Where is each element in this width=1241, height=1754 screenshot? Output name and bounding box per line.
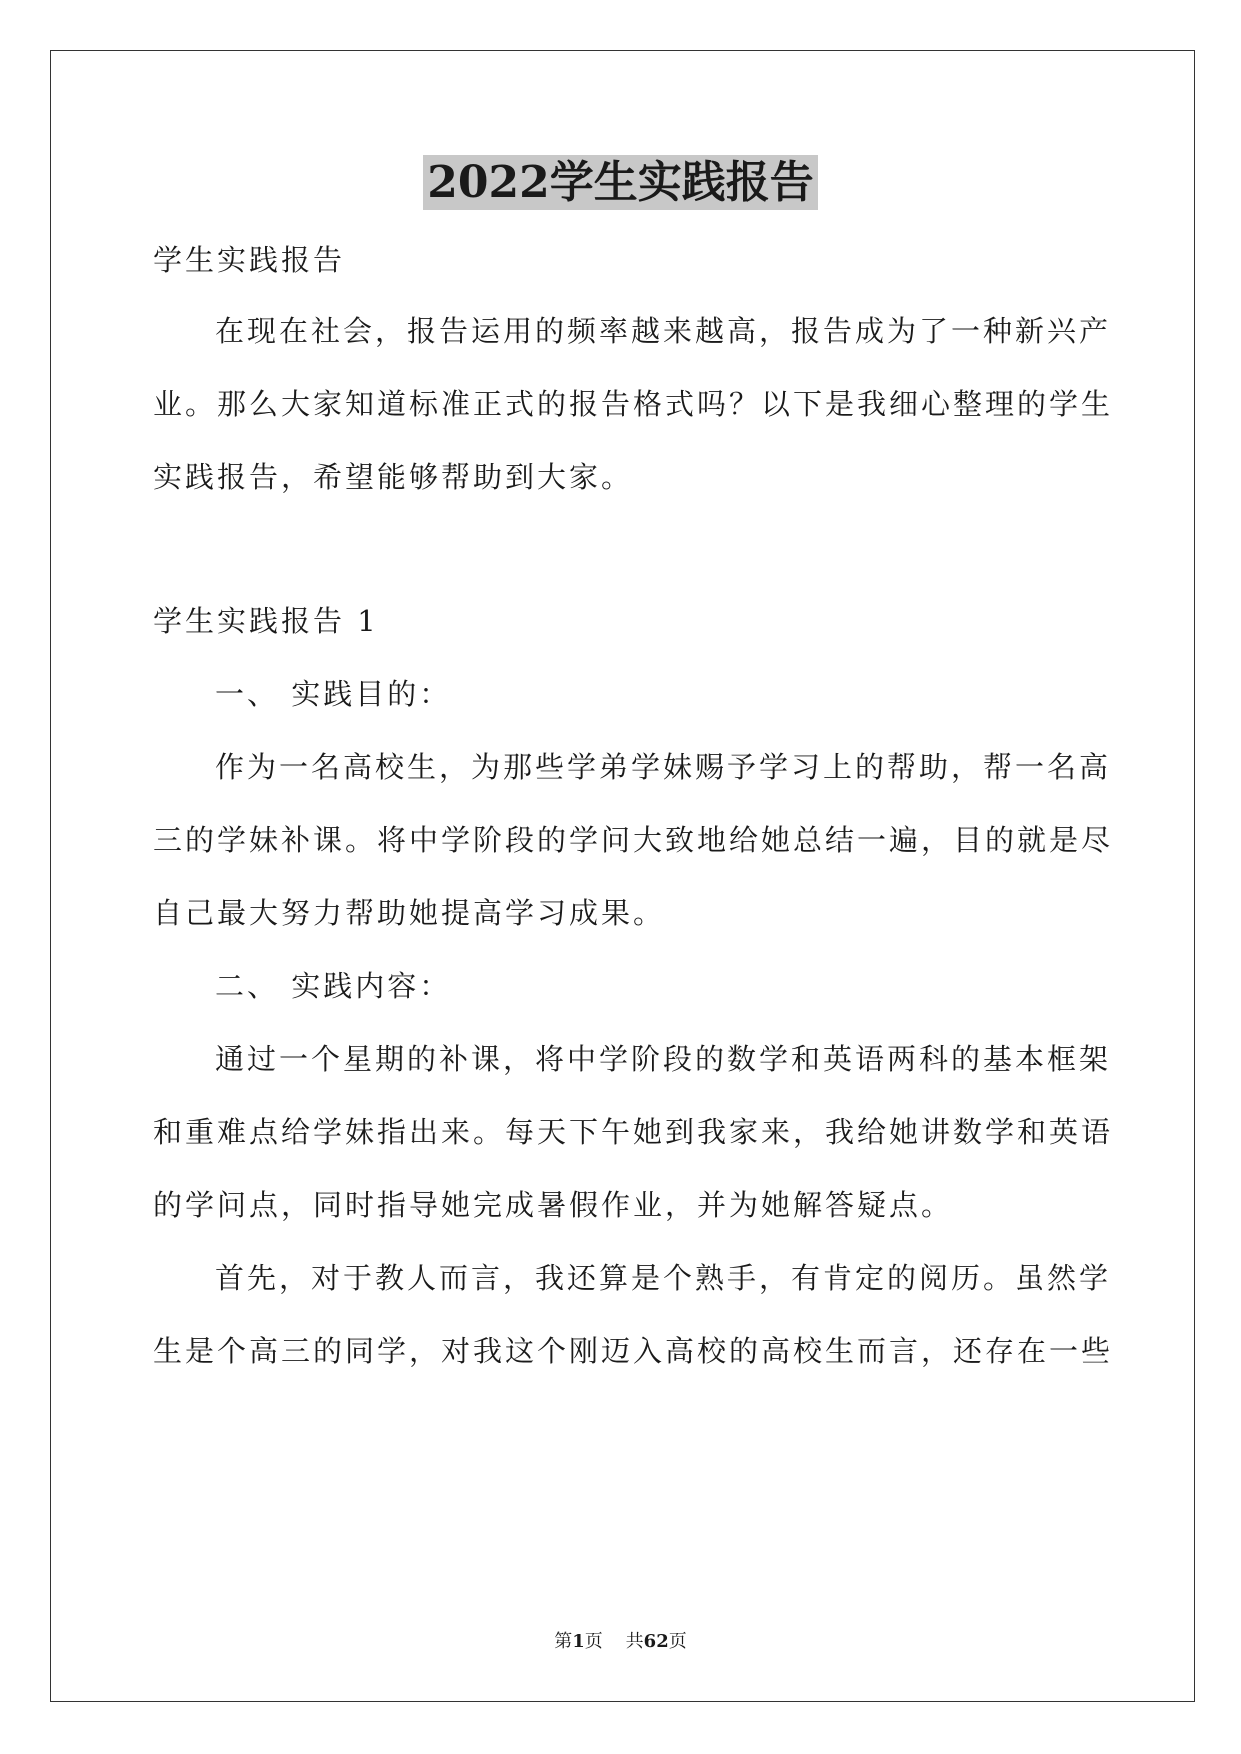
document-title — [0, 153, 1241, 213]
content-line-2: 和重难点给学妹指出来。每天下午她到我家来，我给她讲数学和英语 — [153, 1115, 1114, 1149]
page-prefix: 第 — [554, 1631, 573, 1652]
total-prefix: 共 — [625, 1631, 644, 1652]
total-suffix: 页 — [668, 1631, 687, 1652]
first-line-1: 首先，对于教人而言，我还算是个熟手，有肯定的阅历。虽然学 — [215, 1261, 1112, 1295]
purpose-line-3: 自己最大努力帮助她提高学习成果。 — [153, 896, 666, 930]
document-subtitle: 学生实践报告 — [153, 243, 346, 277]
section-title: 学生实践报告 1 — [153, 604, 379, 638]
content-line-3: 的学问点，同时指导她完成暑假作业，并为她解答疑点。 — [153, 1188, 954, 1222]
intro-line-1: 在现在社会，报告运用的频率越来越高，报告成为了一种新兴产 — [215, 314, 1112, 348]
page-footer — [0, 1630, 1241, 1654]
heading-content: 二、 实践内容： — [215, 969, 452, 1003]
purpose-line-2: 三的学妹补课。将中学阶段的学问大致地给她总结一遍，目的就是尽 — [153, 823, 1114, 857]
content-line-1: 通过一个星期的补课，将中学阶段的数学和英语两科的基本框架 — [215, 1042, 1112, 1076]
first-line-2: 生是个高三的同学，对我这个刚迈入高校的高校生而言，还存在一些 — [153, 1334, 1114, 1368]
page-suffix: 页 — [584, 1631, 603, 1652]
heading-purpose: 一、 实践目的： — [215, 677, 452, 711]
purpose-line-1: 作为一名高校生，为那些学弟学妹赐予学习上的帮助，帮一名高 — [215, 750, 1112, 784]
intro-line-2: 业。那么大家知道标准正式的报告格式吗？以下是我细心整理的学生 — [153, 387, 1114, 421]
document-title-text: 2022学生实践报告 — [423, 155, 817, 210]
intro-line-3: 实践报告，希望能够帮助到大家。 — [153, 460, 634, 494]
total-pages: 62 — [643, 1631, 669, 1652]
page-number: 1 — [572, 1631, 585, 1652]
